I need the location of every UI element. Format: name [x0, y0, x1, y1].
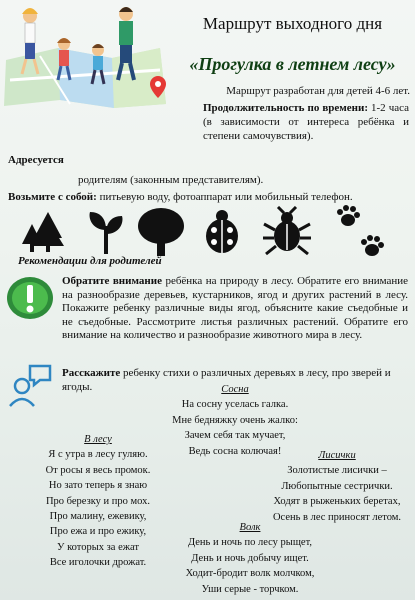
duration-block — [203, 101, 409, 143]
p2-text: ребенку стихи о различных деревьях в лесу, про зверей и ягоды. — [62, 367, 391, 393]
poem-line: Про ежа и про ежику, — [49, 526, 147, 538]
poem-line: Про малину, ежевику, — [49, 511, 147, 523]
tree-icon — [136, 206, 186, 256]
poem-line: Все иголочки дрожат. — [49, 557, 147, 569]
p1-text: ребёнка на природу в лесу. Обратите его внимание на разнообразие деревьев, кустарников, ягод и других растений в лесу. Покажите ребенку различные виды ягод, объясните какие съедобные и не съедобные. Рассмотрите листья различных растений. Обратите его внимание на количество и разнообразие животного мира в лесу. — [62, 275, 409, 342]
addressed-label: Адресуется — [8, 154, 64, 166]
p2-bold: Расскажите — [62, 367, 121, 379]
ladybug-icon — [202, 208, 242, 254]
poem-line: День и ночь по лесу рыщет, — [187, 537, 313, 549]
addressed-text: родителям (законным представителям). — [78, 174, 264, 186]
exclamation-icon — [6, 276, 54, 320]
poem-line: Я с утра в лесу гуляю. — [48, 449, 148, 461]
poem-line: Но зато теперь я знаю — [48, 480, 148, 492]
p1-bold: Обратите внимание — [62, 275, 162, 287]
poem-line: На сосну уселась галка. — [181, 399, 289, 411]
page-title: Маршрут выходного дня — [202, 14, 383, 33]
route-subtitle: «Прогулка в летнем лесу» — [189, 54, 396, 74]
poem-line: Мне бедняжку очень жалко: — [172, 414, 298, 426]
poem-line: Ходит-бродит волк молчком, — [185, 568, 315, 580]
poem-line: Осень в лес приносят летом. — [272, 511, 402, 523]
speaking-person-icon — [8, 362, 54, 408]
poem-line: Ходят в рыженьких беретах, — [273, 496, 401, 508]
beetle-icon — [262, 206, 312, 256]
poem-line: Ведь сосна колючая! — [188, 445, 282, 457]
take-with-line — [8, 191, 408, 203]
pine-trees-icon — [20, 210, 66, 252]
poem-title: Волк — [239, 522, 261, 533]
poem-lisichki — [262, 448, 412, 525]
poem-title: Лисички — [318, 450, 356, 461]
poem-v-lesu — [18, 432, 178, 571]
target-age-text: Маршрут разработан для детей 4-6 лет. — [226, 85, 410, 97]
recommendation-paragraph-1 — [62, 275, 408, 343]
poem-title: Сосна — [221, 384, 249, 395]
sprout-icon — [86, 208, 126, 254]
poem-line: У которых за ежат — [57, 541, 139, 553]
duration-label: Продолжительность по времени: — [203, 102, 368, 114]
take-with-label: Возьмите с собой: — [8, 191, 97, 203]
poem-line: Про березку и про мох. — [45, 495, 151, 507]
paw-prints-icon — [334, 204, 390, 262]
poem-line: Уши серые - торчком. — [201, 583, 299, 595]
poem-title: В лесу — [84, 434, 112, 445]
recommendations-heading: Рекомендации для родителей — [18, 255, 162, 267]
family-map-illustration — [0, 0, 168, 108]
poem-line: От росы я весь промок. — [45, 464, 151, 476]
poem-line: Любопытные сестрички. — [281, 480, 393, 492]
poem-line: Зачем себя так мучает, — [184, 430, 286, 442]
poem-volk — [170, 520, 330, 597]
poem-line: Золотистые лисички – — [287, 465, 387, 477]
poem-line: День и ночь добычу ищет. — [191, 552, 309, 564]
duration-text: 1-2 часа (в зависимости от интереса ребёнка и степени самочувствия). — [203, 102, 410, 142]
take-with-text: питьевую воду, фотоаппарат или мобильный телефон. — [99, 191, 353, 203]
